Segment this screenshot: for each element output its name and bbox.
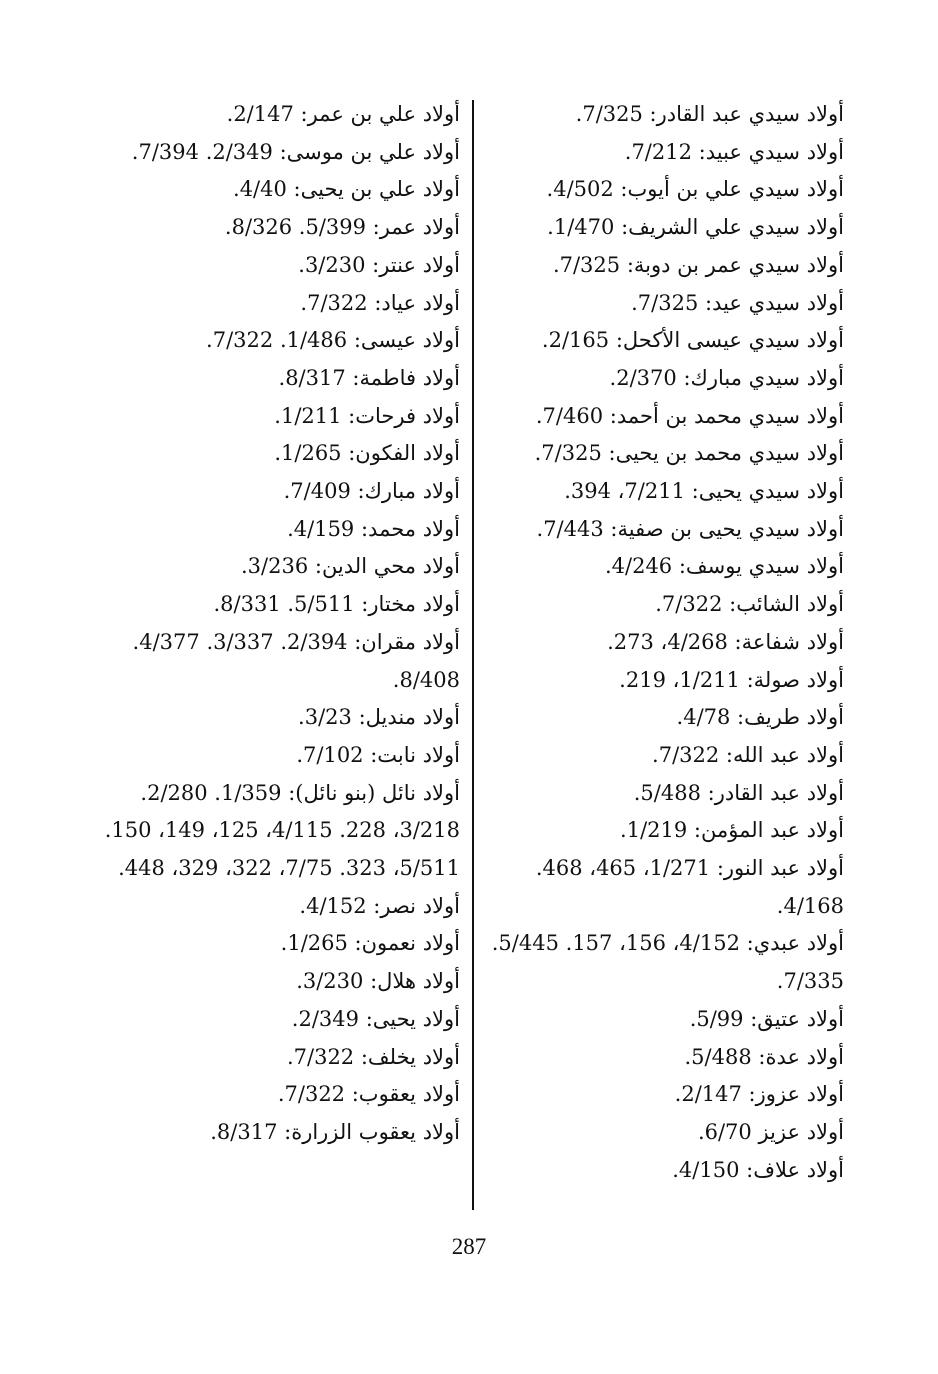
index-entry: أولاد سيدي يوسف: 4/246. <box>604 554 844 579</box>
index-entry: أولاد علي بن موسى: 2/349. 7/394. <box>131 139 460 164</box>
index-entry: أولاد عبد الله: 7/322. <box>652 742 844 767</box>
index-entry: أولاد فاطمة: 8/317. <box>278 365 460 390</box>
index-entry: أولاد طريف: 4/78. <box>676 705 844 730</box>
index-entry: أولاد سيدي يحيى: 7/211، 394. <box>564 479 844 504</box>
index-entry: أولاد سيدي عبد القادر: 7/325. <box>575 102 844 126</box>
index-entry: أولاد سيدي محمد بن يحيى: 7/325. <box>534 441 844 466</box>
index-entry: أولاد عنتر: 3/230. <box>298 252 460 277</box>
column-divider <box>472 100 474 1210</box>
index-entry: أولاد علاف: 4/150. <box>672 1157 844 1182</box>
index-entry: أولاد سيدي عيد: 7/325. <box>631 290 844 315</box>
index-entry: أولاد يعقوب الزرارة: 8/317. <box>210 1119 460 1144</box>
index-entry: أولاد هلال: 3/230. <box>296 969 460 994</box>
index-entry: أولاد علي بن يحيى: 4/40. <box>233 177 460 202</box>
index-entry: أولاد نعمون: 1/265. <box>280 931 460 956</box>
index-entry: أولاد يخلف: 7/322. <box>286 1044 460 1069</box>
index-entry: أولاد عدة: 5/488. <box>684 1044 844 1069</box>
index-entry: أولاد يحيى: 2/349. <box>291 1006 460 1031</box>
index-entry: أولاد سيدي عيسى الأكحل: 2/165. <box>541 328 844 353</box>
index-entry: أولاد عزيز 6/70. <box>697 1119 844 1144</box>
index-entry: أولاد منديل: 3/23. <box>298 705 460 730</box>
index-entry: أولاد سيدي عبيد: 7/212. <box>624 139 844 164</box>
index-entry: أولاد عبد المؤمن: 1/219. <box>620 818 844 843</box>
index-entry: أولاد سيدي محمد بن أحمد: 7/460. <box>535 403 844 428</box>
index-entry: أولاد سيدي علي الشريف: 1/470. <box>547 215 844 240</box>
index-entry: أولاد نائل (بنو نائل): 1/359. 2/280. 3/218، 228. 4/115، 125، 149، 150. 5/511، 323. 7/75، 322، 329، 448. <box>104 780 460 881</box>
index-entry: أولاد الشائب: 7/322. <box>655 592 844 617</box>
index-entry: أولاد فرحات: 1/211. <box>274 403 460 428</box>
index-column-right <box>482 96 844 1189</box>
index-entry: أولاد محي الدين: 3/236. <box>240 554 460 579</box>
index-entry: أولاد الفكون: 1/265. <box>274 441 460 466</box>
index-entry: أولاد عتيق: 5/99. <box>689 1006 844 1031</box>
index-entry: أولاد مختار: 5/511. 8/331. <box>213 592 460 617</box>
index-entry: أولاد علي بن عمر: 2/147. <box>226 102 460 126</box>
index-entry: أولاد عياد: 7/322. <box>300 290 460 315</box>
index-entry: أولاد عبد القادر: 5/488. <box>633 780 844 805</box>
index-entry: أولاد عزوز: 2/147. <box>674 1082 844 1107</box>
index-entry: أولاد سيدي عمر بن دوبة: 7/325. <box>552 252 844 277</box>
page-number: 287 <box>451 1234 487 1259</box>
index-entry: أولاد يعقوب: 7/322. <box>277 1082 460 1107</box>
index-entry: أولاد محمد: 4/159. <box>287 516 460 541</box>
index-entry: أولاد سيدي علي بن أيوب: 4/502. <box>546 177 844 202</box>
index-entry: أولاد نصر: 4/152. <box>299 893 460 918</box>
index-entry: أولاد شفاعة: 4/268، 273. <box>607 629 844 654</box>
index-entry: أولاد عيسى: 1/486. 7/322. <box>206 328 460 353</box>
index-entry: أولاد نابت: 7/102. <box>296 742 460 767</box>
index-entry: أولاد مقران: 2/394. 3/337. 4/377. 8/408. <box>132 629 460 692</box>
index-entry: أولاد عبد النور: 1/271، 465، 468. 4/168. <box>535 856 844 918</box>
index-entry: أولاد سيدي مبارك: 2/370. <box>609 365 844 390</box>
index-entry: أولاد صولة: 1/211، 219. <box>619 667 844 692</box>
index-column-left <box>100 96 460 1152</box>
index-entry: أولاد مبارك: 7/409. <box>283 479 460 504</box>
index-entry: أولاد عبدي: 4/152، 156، 157. 5/445. 7/335. <box>491 931 844 994</box>
index-entry: أولاد عمر: 5/399. 8/326. <box>224 215 460 240</box>
index-entry: أولاد سيدي يحيى بن صفية: 7/443. <box>536 516 844 541</box>
